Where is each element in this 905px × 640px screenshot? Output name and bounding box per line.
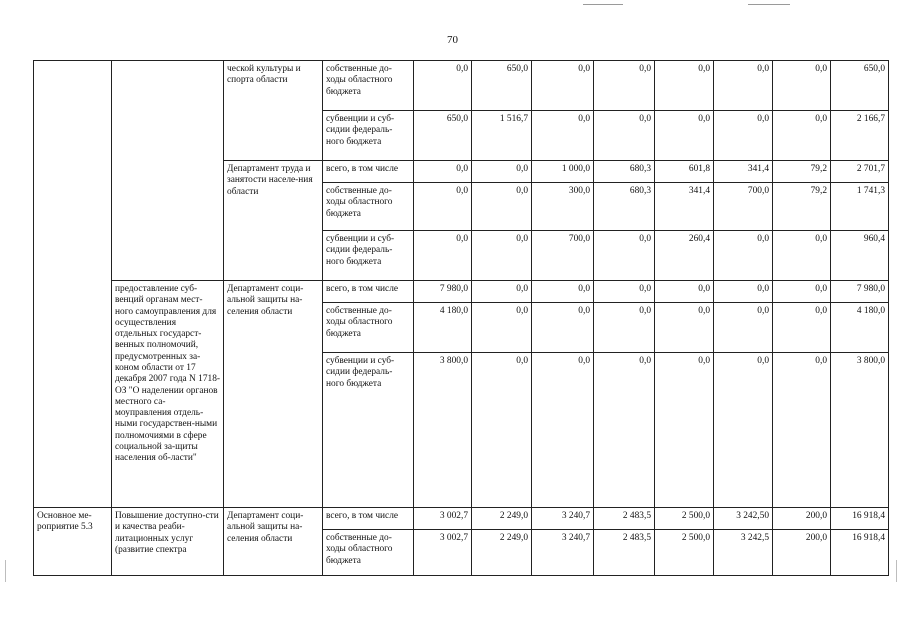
value-cell: 1 000,0: [532, 161, 594, 183]
scan-edge-mark: [896, 560, 897, 582]
scan-mark: [583, 4, 623, 5]
value-cell: 16 918,4: [831, 508, 889, 530]
value-cell: 0,0: [714, 303, 773, 353]
value-cell: 0,0: [773, 303, 831, 353]
value-cell: 650,0: [472, 61, 532, 111]
value-cell: 3 800,0: [831, 353, 889, 508]
executor-cell: Департамент соци-альной защиты на-селения области: [224, 281, 323, 508]
value-cell: 0,0: [655, 111, 714, 161]
measure-cell: [112, 61, 224, 281]
value-cell: 3 240,7: [532, 530, 594, 576]
value-cell: 0,0: [472, 303, 532, 353]
value-cell: 4 180,0: [414, 303, 472, 353]
value-cell: 0,0: [594, 61, 655, 111]
value-cell: 0,0: [472, 231, 532, 281]
value-cell: 341,4: [714, 161, 773, 183]
source-cell: собственные до-ходы областного бюджета: [323, 303, 414, 353]
value-cell: 650,0: [831, 61, 889, 111]
value-cell: 2 500,0: [655, 530, 714, 576]
source-cell: собственные до-ходы областного бюджета: [323, 530, 414, 576]
value-cell: 3 242,5: [714, 530, 773, 576]
value-cell: 79,2: [773, 183, 831, 231]
value-cell: 601,8: [655, 161, 714, 183]
scan-mark: [748, 4, 790, 5]
activity-cell: [34, 61, 112, 508]
value-cell: 0,0: [714, 231, 773, 281]
value-cell: 0,0: [532, 303, 594, 353]
value-cell: 0,0: [655, 281, 714, 303]
value-cell: 3 002,7: [414, 508, 472, 530]
value-cell: 0,0: [532, 353, 594, 508]
value-cell: 0,0: [714, 111, 773, 161]
value-cell: 2 249,0: [472, 530, 532, 576]
value-cell: 0,0: [655, 61, 714, 111]
value-cell: 2 483,5: [594, 530, 655, 576]
source-cell: собственные до-ходы областного бюджета: [323, 61, 414, 111]
source-cell: субвенции и суб-сидии федераль-ного бюджета: [323, 353, 414, 508]
value-cell: 0,0: [773, 353, 831, 508]
budget-table: [33, 60, 889, 576]
source-cell: собственные до-ходы областного бюджета: [323, 183, 414, 231]
value-cell: 300,0: [532, 183, 594, 231]
value-cell: 0,0: [414, 183, 472, 231]
value-cell: 3 240,7: [532, 508, 594, 530]
value-cell: 680,3: [594, 183, 655, 231]
source-cell: всего, в том числе: [323, 281, 414, 303]
value-cell: 200,0: [773, 508, 831, 530]
value-cell: 0,0: [655, 303, 714, 353]
value-cell: 0,0: [594, 111, 655, 161]
value-cell: 650,0: [414, 111, 472, 161]
value-cell: 200,0: [773, 530, 831, 576]
value-cell: 4 180,0: [831, 303, 889, 353]
value-cell: 2 249,0: [472, 508, 532, 530]
value-cell: 7 980,0: [414, 281, 472, 303]
value-cell: 0,0: [594, 231, 655, 281]
value-cell: 0,0: [414, 161, 472, 183]
measure-cell: Повышение доступно-сти и качества реаби-литационных услуг (развитие спектра: [112, 508, 224, 576]
value-cell: 0,0: [472, 353, 532, 508]
value-cell: 2 483,5: [594, 508, 655, 530]
source-cell: всего, в том числе: [323, 161, 414, 183]
value-cell: 260,4: [655, 231, 714, 281]
executor-cell: Департамент соци-альной защиты на-селения области: [224, 508, 323, 576]
table-row: [34, 61, 889, 111]
value-cell: 0,0: [472, 183, 532, 231]
value-cell: 0,0: [714, 281, 773, 303]
value-cell: 341,4: [655, 183, 714, 231]
value-cell: 960,4: [831, 231, 889, 281]
value-cell: 0,0: [773, 281, 831, 303]
value-cell: 0,0: [414, 61, 472, 111]
value-cell: 700,0: [532, 231, 594, 281]
value-cell: 0,0: [532, 61, 594, 111]
value-cell: 2 166,7: [831, 111, 889, 161]
value-cell: 2 500,0: [655, 508, 714, 530]
value-cell: 0,0: [655, 353, 714, 508]
value-cell: 16 918,4: [831, 530, 889, 576]
value-cell: 0,0: [594, 353, 655, 508]
table-row: [34, 281, 889, 303]
value-cell: 7 980,0: [831, 281, 889, 303]
value-cell: 3 242,50: [714, 508, 773, 530]
value-cell: 0,0: [532, 111, 594, 161]
value-cell: 0,0: [532, 281, 594, 303]
value-cell: 79,2: [773, 161, 831, 183]
activity-cell: Основное ме-роприятие 5.3: [34, 508, 112, 576]
value-cell: 1 516,7: [472, 111, 532, 161]
value-cell: 0,0: [773, 231, 831, 281]
table-row: [34, 508, 889, 530]
value-cell: 3 002,7: [414, 530, 472, 576]
value-cell: 0,0: [714, 353, 773, 508]
executor-cell: Департамент труда и занятости населе-ния области: [224, 161, 323, 281]
source-cell: субвенции и суб-сидии федераль-ного бюджета: [323, 111, 414, 161]
value-cell: 0,0: [714, 61, 773, 111]
value-cell: 0,0: [773, 111, 831, 161]
value-cell: 0,0: [472, 161, 532, 183]
page-number: 70: [447, 34, 458, 46]
value-cell: 0,0: [472, 281, 532, 303]
value-cell: 0,0: [594, 303, 655, 353]
value-cell: 1 741,3: [831, 183, 889, 231]
value-cell: 3 800,0: [414, 353, 472, 508]
value-cell: 0,0: [594, 281, 655, 303]
measure-cell: предоставление суб-венций органам мест-ного самоуправления для осуществления отдельных государст-венных полномочий, предусмотренных за-коном области от 17 декабря 2007 года N 1718-ОЗ "О наделении органов местного са-моуправления отдель-ными государствен-ными полномочиями в сфере социальной за-щиты населения об-ласти": [112, 281, 224, 508]
scan-edge-mark: [5, 560, 6, 582]
source-cell: субвенции и суб-сидии федераль-ного бюджета: [323, 231, 414, 281]
source-cell: всего, в том числе: [323, 508, 414, 530]
value-cell: 680,3: [594, 161, 655, 183]
value-cell: 2 701,7: [831, 161, 889, 183]
value-cell: 0,0: [414, 231, 472, 281]
value-cell: 0,0: [773, 61, 831, 111]
value-cell: 700,0: [714, 183, 773, 231]
executor-cell: ческой культуры и спорта области: [224, 61, 323, 161]
